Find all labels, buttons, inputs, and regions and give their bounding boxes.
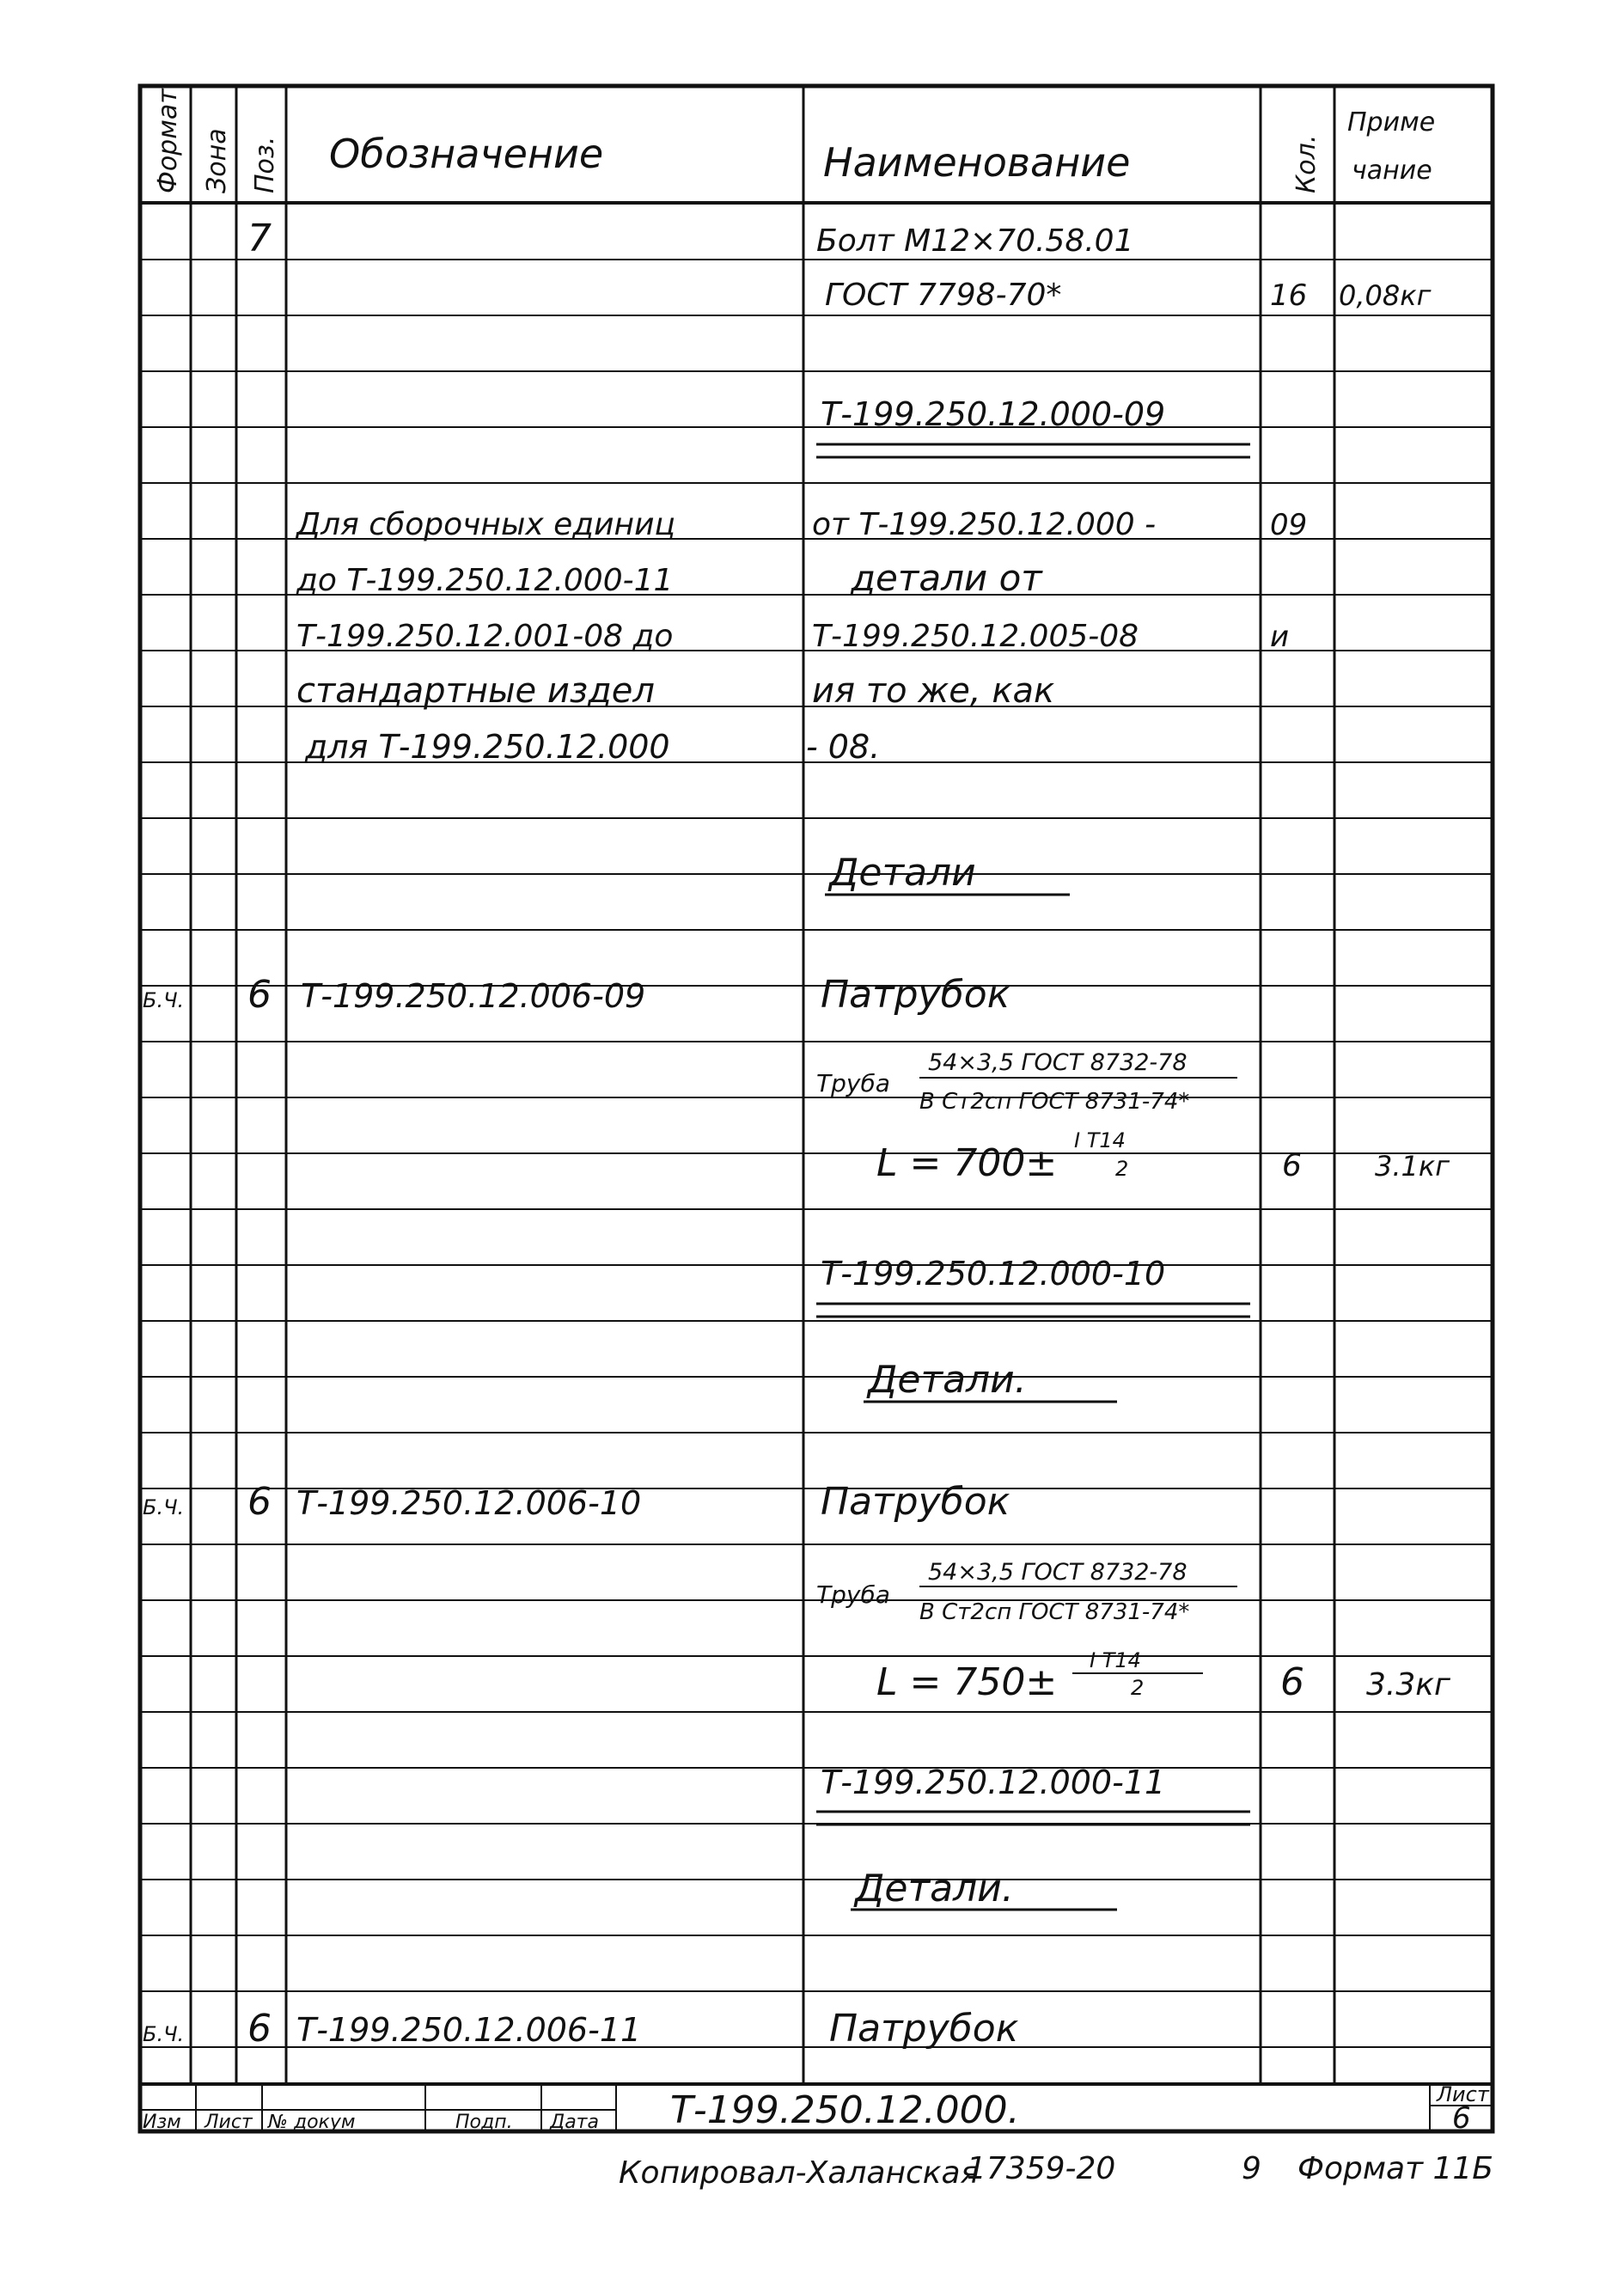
footer-copied-by: Копировал-Халанская — [619, 2155, 980, 2191]
row-qty: и — [1270, 620, 1290, 654]
pipe-spec-numerator: 54×3,5 ГОСТ 8732-78 — [928, 1049, 1187, 1076]
tolerance-denominator: 2 — [1115, 1157, 1129, 1181]
row-note: 3.3кг — [1366, 1667, 1450, 1702]
note-text-right: Т-199.250.12.005-08 — [812, 619, 1139, 654]
row-qty: 6 — [1280, 1660, 1304, 1704]
row-qty: 6 — [1282, 1148, 1302, 1183]
title-col-date: Дата — [550, 2112, 599, 2133]
pipe-spec-denominator: В Ст2сп ГОСТ 8731-74* — [919, 1089, 1190, 1115]
pipe-label: Труба — [816, 1069, 890, 1097]
row-note: 3.1кг — [1375, 1150, 1450, 1183]
sheet-label: Лист — [1437, 2082, 1489, 2106]
row-designation: Т-199.250.12.006-10 — [296, 1484, 642, 1522]
row-pos: 6 — [247, 973, 272, 1017]
document-designation: Т-199.250.12.000. — [670, 2088, 1020, 2132]
footer-format: Формат 11Б — [1297, 2151, 1494, 2186]
row-designation: Т-199.250.12.006-11 — [296, 2011, 642, 2049]
title-col-sign: Подп. — [455, 2112, 513, 2133]
row-pos: 7 — [247, 217, 272, 260]
tolerance-numerator: I T14 — [1074, 1128, 1126, 1152]
row-name: ГОСТ 7798-70* — [825, 278, 1062, 313]
header-designation: Обозначение — [329, 131, 604, 177]
note-text-left: Т-199.250.12.001-08 до — [296, 619, 674, 654]
sheet-number: 6 — [1452, 2101, 1471, 2136]
row-qty: 16 — [1270, 278, 1308, 313]
assembly-designation: Т-199.250.12.000-09 — [821, 395, 1166, 433]
title-col-doc: № докум — [268, 2112, 356, 2133]
title-col-list: Лист — [205, 2112, 253, 2133]
row-format: Б.Ч. — [143, 2022, 185, 2046]
title-col-izm: Изм — [143, 2112, 181, 2133]
tolerance-denominator: 2 — [1131, 1676, 1145, 1700]
note-text-right: детали от — [851, 557, 1042, 599]
note-text-left: для Т-199.250.12.000 — [305, 728, 670, 766]
section-heading: Детали — [829, 851, 976, 895]
row-note: 0,08кг — [1339, 279, 1432, 312]
row-pos: 6 — [247, 1480, 272, 1524]
length-expression: L = 750± — [876, 1660, 1058, 1704]
row-designation: Т-199.250.12.006-09 — [301, 977, 646, 1015]
assembly-designation: Т-199.250.12.000-10 — [821, 1255, 1166, 1293]
header-zone: Зона — [202, 128, 232, 193]
tolerance-numerator: I T14 — [1090, 1648, 1141, 1672]
row-format: Б.Ч. — [143, 988, 185, 1012]
note-text-right: ия то же, как — [812, 671, 1055, 711]
footer-sheet-seq: 9 — [1242, 2151, 1261, 2186]
header-qty: Кол. — [1291, 134, 1322, 193]
note-text-right: - 08. — [806, 728, 881, 766]
footer-order: 17359-20 — [967, 2151, 1116, 2186]
row-qty: 09 — [1270, 508, 1308, 542]
assembly-designation: Т-199.250.12.000-11 — [821, 1764, 1166, 1801]
note-text-left: стандартные издел — [296, 671, 655, 711]
row-name: Патрубок — [821, 973, 1010, 1017]
pipe-spec-numerator: 54×3,5 ГОСТ 8732-78 — [928, 1559, 1187, 1586]
note-text-right: от Т-199.250.12.000 - — [812, 507, 1157, 542]
header-note-line1: Приме — [1347, 107, 1436, 138]
note-text-left: Для сборочных единиц — [296, 507, 675, 542]
row-name: Патрубок — [829, 2007, 1019, 2051]
pipe-label: Труба — [816, 1580, 890, 1609]
pipe-spec-denominator: В Ст2сп ГОСТ 8731-74* — [919, 1599, 1190, 1625]
header-format: Формат — [153, 89, 183, 193]
header-note-line2: чание — [1352, 156, 1432, 186]
row-name: Патрубок — [821, 1480, 1010, 1524]
header-name: Наименование — [823, 139, 1131, 186]
section-heading: Детали. — [855, 1867, 1014, 1910]
note-text-left: до Т-199.250.12.000-11 — [296, 563, 674, 598]
header-pos: Поз. — [250, 136, 280, 193]
section-heading: Детали. — [868, 1358, 1027, 1402]
row-name: Болт М12×70.58.01 — [816, 223, 1134, 259]
length-expression: L = 700± — [876, 1141, 1058, 1185]
row-format: Б.Ч. — [143, 1495, 185, 1519]
row-pos: 6 — [247, 2007, 272, 2051]
